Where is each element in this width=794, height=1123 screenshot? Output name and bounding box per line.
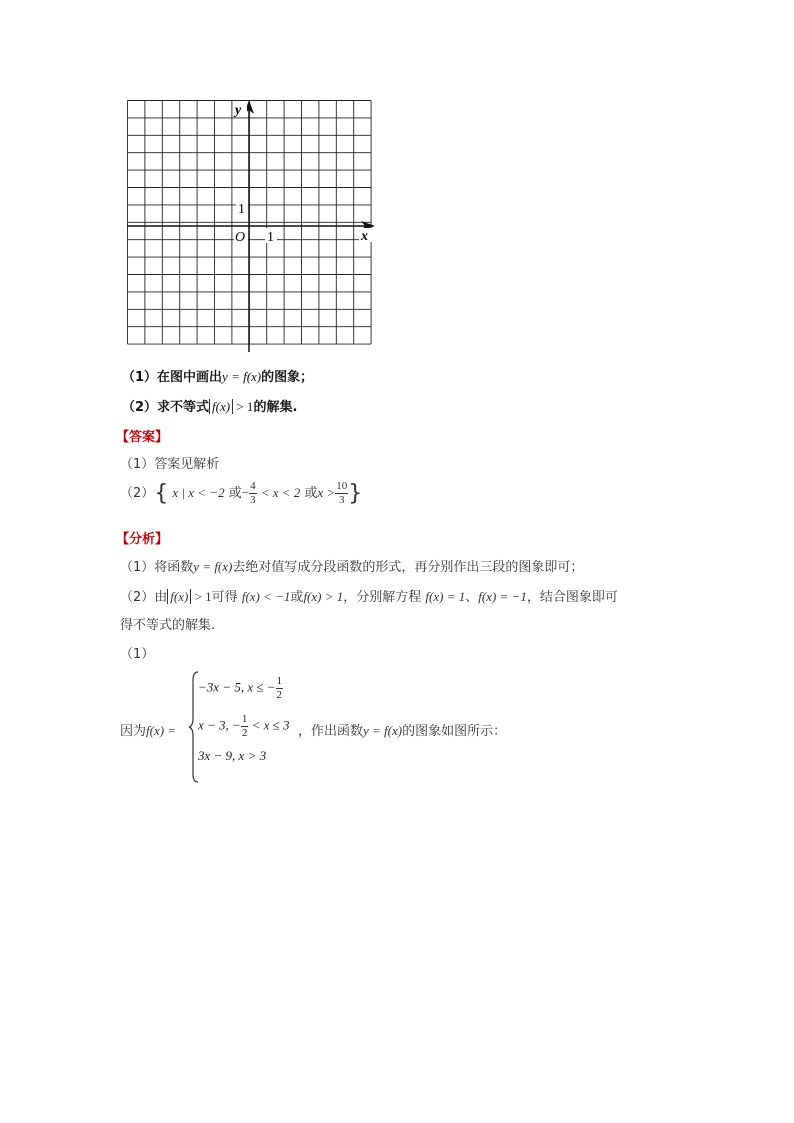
solution-after-text: ，作出函数y = f(x)的图象如图所示： [298, 723, 507, 739]
answer-tag: 【答案】 [116, 430, 169, 445]
x-axis-label: x [361, 229, 368, 244]
answer-1: （1）答案见解析 [120, 457, 220, 472]
x-tick-label: 1 [267, 230, 274, 245]
solution-step-1: （1） [120, 647, 155, 662]
piecewise-case-2: x − 3, − $\frac{1}{2}$ < x ≤ 3 [198, 713, 290, 739]
y-tick-label: 1 [238, 202, 245, 217]
piecewise-case-1: −3x − 5, x ≤ − $\frac{1}{2}$ [198, 675, 282, 701]
solution-because: 因为f(x) = [120, 723, 177, 739]
y-axis-label: y [235, 103, 242, 118]
origin-label: O [235, 230, 246, 245]
analysis-line-3: 得不等式的解集. [120, 618, 216, 633]
analysis-line-1: （1）将函数y = f(x)去绝对值写成分段函数的形式，再分别作出三段的图象即可； [120, 559, 584, 575]
question-1: （1）在图中画出y = f(x)的图象； [122, 369, 314, 385]
piecewise-case-3: 3x − 9, x > 3 [198, 748, 267, 763]
analysis-line-2: （2）由 f(x) > 1可得 f(x) < −1或f(x) > 1，分别解方程 f(x) = 1、f(x) = −1，结合图象即可 [120, 589, 618, 605]
question-2: （2）求不等式 f(x) > 1的解集. [122, 399, 298, 415]
coordinate-grid [127, 100, 379, 354]
answer-2: （2）{ x | x < −2 或− $\frac{4}{3}$ < x < 2 或x > $\frac{10}{3}$ } [120, 480, 363, 506]
analysis-tag: 【分析】 [116, 532, 169, 547]
